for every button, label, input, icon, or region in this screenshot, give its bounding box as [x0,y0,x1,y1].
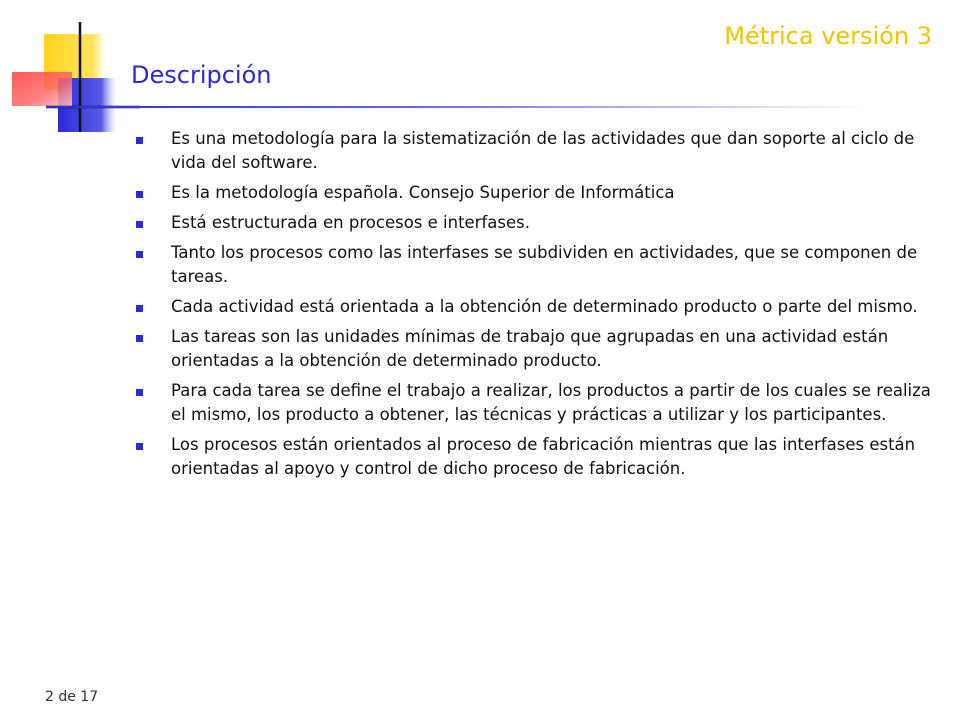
square-bullet-icon [136,443,143,450]
bullet-item [135,379,935,427]
square-bullet-icon [136,191,143,198]
square-bullet-icon [136,389,143,396]
square-bullet-icon [136,137,143,144]
bullet-item [135,181,935,205]
bullet-text: Los procesos están orientados al proceso de fabricación mientras que las interfases están orientadas al apoyo y control de dicho proceso de fabricación. [171,435,916,478]
bullet-text: Es la metodología española. Consejo Superior de Informática [171,183,675,202]
square-bullet-icon [136,305,143,312]
square-bullet-icon [136,221,143,228]
bullet-text: Para cada tarea se define el trabajo a realizar, los productos a partir de los cuales se realiza el mismo, los producto a obtener, las técnicas y prácticas a utilizar y los participantes. [171,381,931,424]
bullet-text: Tanto los procesos como las interfases se subdividen en actividades, que se componen de tareas. [171,243,918,286]
red-square [12,72,72,106]
bullet-item [135,241,935,289]
bullet-item [135,211,935,235]
presentation-title: Métrica versión 3 [724,22,932,50]
square-bullet-icon [136,335,143,342]
bullet-list [135,127,935,487]
bullet-text: Está estructurada en procesos e interfases. [171,213,530,232]
decorative-squares-logo [0,0,140,140]
heading-divider [46,106,870,108]
square-bullet-icon [136,251,143,258]
bullet-text: Es una metodología para la sistematización de las actividades que dan soporte al ciclo de vida del software. [171,129,915,172]
bullet-item [135,295,935,319]
bullet-item [135,127,935,175]
bullet-text: Las tareas son las unidades mínimas de trabajo que agrupadas en una actividad están orientadas a la obtención de determinado producto. [171,327,889,370]
bullet-item [135,433,935,481]
slide-heading: Descripción [131,61,272,89]
page-number: 2 de 17 [45,689,99,705]
bullet-item [135,325,935,373]
bullet-text: Cada actividad está orientada a la obtención de determinado producto o parte del mismo. [171,297,918,316]
